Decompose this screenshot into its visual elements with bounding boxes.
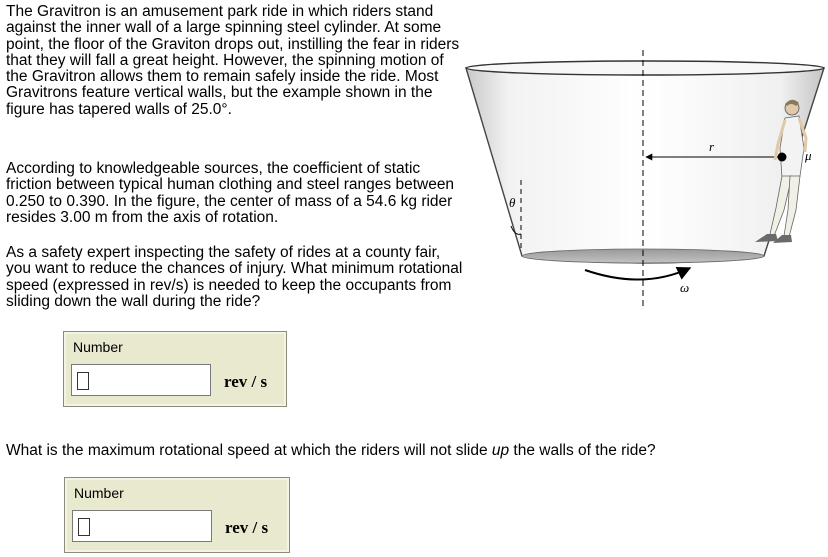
answer-1-unit: rev / s [224,372,268,391]
answer-box-2 [64,477,290,553]
omega-label: ω [680,280,690,295]
cone-rim [466,61,824,75]
question-2-before: What is the maximum rotational speed at which the riders will not slide [6,442,492,459]
problem-paragraph-1: The Gravitron is an amusement park ride in which riders stand against the inner wall of a large spinning steel cylinder. At some point, the floor of the Graviton drops out, instilling the fear in riders that they will fall a great height. However, the spinning motion of the Gravitron allows them to remain safely inside the ride. Most Gravitrons feature vertical walls, but the example shown in the figure has tapered walls of 25.0°. [6,3,460,118]
answer-1-input[interactable] [71,364,211,396]
question-2-after: the walls of the ride? [509,442,656,459]
answer-2-label: Number [74,485,124,501]
gravitron-figure [462,48,828,308]
answer-1-label: Number [73,339,123,355]
answer-2-input[interactable] [72,510,212,542]
radius-label: r [709,139,715,154]
problem-paragraph-3: As a safety expert inspecting the safety of rides at a county fair, you want to reduce the chances of injury. What minimum rotational speed (expressed in rev/s) is needed to keep the occupants from sliding down the wall during the ride? [6,244,463,310]
answer-box-1 [63,331,287,407]
answer-1-cursor-box [77,372,89,390]
theta-label: θ [509,195,516,210]
answer-2-unit: rev / s [225,518,269,537]
mu-label: μ [805,148,812,163]
question-2-emphasis: up [491,442,510,459]
center-of-mass-dot [778,153,787,162]
question-2 [6,442,656,460]
answer-2-cursor-box [78,518,90,536]
problem-paragraph-2: According to knowledgeable sources, the coefficient of static friction between typical human clothing and steel ranges between 0.250 to 0.390. In the figure, the center of mass of a 54.6 kg rider resides 3.00 m from the axis of rotation. [6,160,455,226]
gravitron-diagram [462,48,828,308]
rotation-arrow [585,268,690,280]
